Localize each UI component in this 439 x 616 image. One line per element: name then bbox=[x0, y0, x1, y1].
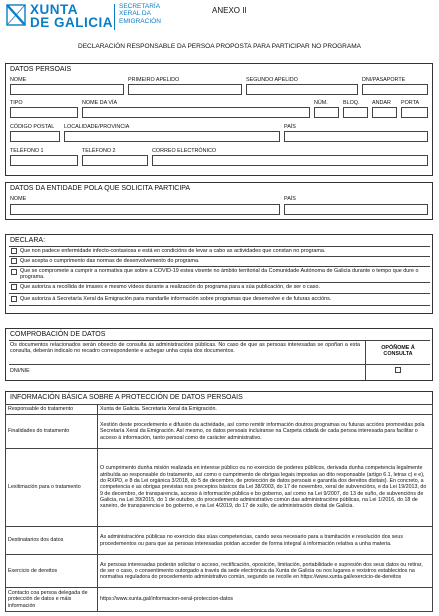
localidade-label: LOCALIDADE/PROVINCIA bbox=[64, 124, 130, 130]
logo-separator bbox=[114, 4, 115, 30]
table-key: Contacto coa persoa delegada de protección de datos e máis información bbox=[6, 588, 98, 612]
declara-checkbox-4[interactable] bbox=[11, 284, 17, 290]
telefono2-label: TELÉFONO 2 bbox=[82, 148, 116, 154]
andar-label: ANDAR bbox=[372, 100, 391, 106]
table-value: Xunta de Galicia. Secretaría Xeral da Emigración. bbox=[98, 405, 433, 415]
telefono2-input[interactable] bbox=[82, 155, 148, 166]
dni-nie-label: DNI/NIE bbox=[10, 368, 30, 374]
codigo-postal-input[interactable] bbox=[10, 131, 60, 142]
num-input[interactable] bbox=[314, 107, 339, 118]
telefono1-input[interactable] bbox=[10, 155, 78, 166]
table-value: https://www.xunta.gal/informacion-xeral-proteccion-datos bbox=[98, 588, 433, 612]
info-section-header bbox=[5, 391, 433, 405]
correo-label: CORREO ELECTRÓNICO bbox=[152, 148, 217, 154]
logo-xunta-text: XUNTA bbox=[30, 2, 78, 17]
nome-via-input[interactable] bbox=[82, 107, 310, 118]
entity-nome-input[interactable] bbox=[10, 204, 280, 215]
bloq-label: BLOQ. bbox=[343, 100, 360, 106]
section-title: DECLARA: bbox=[10, 237, 46, 244]
num-label: NÚM. bbox=[314, 100, 328, 106]
section-title: DATOS PERSOAIS bbox=[10, 66, 72, 73]
declara-checkbox-5[interactable] bbox=[11, 296, 17, 302]
segundo-apelido-label: SEGUNDO APELIDO bbox=[246, 77, 298, 83]
declara-item-2: Que acepta o cumprimento das normas de desenvolvemento do programa. bbox=[20, 258, 200, 264]
declara-item-3: Que se compromete a cumprir a normativa que sobre a COVID-19 estea vixente no ámbito territorial da Comunidade Autónoma de Galicia durante o tempo que dure o programa. bbox=[20, 268, 419, 281]
page-header bbox=[6, 3, 436, 37]
oponse-checkbox[interactable] bbox=[395, 367, 401, 373]
table-row bbox=[6, 555, 433, 588]
tipo-input[interactable] bbox=[10, 107, 78, 118]
declara-item-5: Que autoriza á Secretaría Xeral da Emigración para mandarlle información sobre programas que desenvolve e de futuras accións. bbox=[20, 296, 332, 302]
declara-checkbox-3[interactable] bbox=[11, 269, 17, 275]
entity-pais-label: PAÍS bbox=[284, 196, 296, 202]
nome-label: NOME bbox=[10, 77, 27, 83]
codigo-postal-label: CÓDIGO POSTAL bbox=[10, 124, 55, 130]
telefono1-label: TELÉFONO 1 bbox=[10, 148, 44, 154]
comprobacion-text: Os documentos relacionados serán obxecto de consulta ás administracións públicas. No caso de que as persoas interesadas se opoñan a esta consulta, deberán indicalo no recadro correspondente e achegar unha copia dos documentos. bbox=[10, 342, 360, 355]
table-key: Finalidades do tratamento bbox=[6, 415, 98, 449]
table-key: Exercicio de dereitos bbox=[6, 555, 98, 588]
table-value: As persoas interesadas poderán solicitar o acceso, rectificación, oposición, limitación, portabilidade e supresión dos seus datos ou retirar, de ser o caso, o consentimento outorgado a través da sede electrónica da Xunta de Galicia ou nos lugares e rexistros establecidos na normativa reguladora do procedemento administrativo común, segundo se recolle en https://www.xunta.gal/exercicio-de-dereitos bbox=[98, 555, 433, 588]
table-value: Xestión deste procedemento e difusión da actividade, así como remitir información doutros programas ou futuras accións promovidas pola Secretaría Xeral da Emigración. Así mesmo, os datos persoais incluiranse na Carpeta cidadá de cada persoa interesada para facilitar o acceso á información, tanto persoal como de carácter administrativo. bbox=[98, 415, 433, 449]
annex-label: ANEXO II bbox=[212, 6, 247, 15]
table-row bbox=[6, 588, 433, 612]
declara-checkbox-2[interactable] bbox=[11, 258, 17, 264]
table-row bbox=[6, 449, 433, 527]
table-row bbox=[6, 405, 433, 415]
logo-secretaria-text: SECRETARÍA XERAL DA EMIGRACIÓN bbox=[119, 3, 161, 25]
entity-pais-input[interactable] bbox=[284, 204, 428, 215]
info-table bbox=[5, 404, 433, 612]
document-title: DECLARACIÓN RESPONSABLE DA PERSOA PROPOSTA PARA PARTICIPAR NO PROGRAMA bbox=[78, 43, 361, 50]
porta-label: PORTA bbox=[401, 100, 420, 106]
declara-checkbox-1[interactable] bbox=[11, 248, 17, 254]
declara-item-1: Que non padece enfermidade infecto-contaxiosa e está en condicións de levar a cabo as actividades que constan no programa. bbox=[20, 248, 326, 254]
pais-label: PAÍS bbox=[284, 124, 296, 130]
entity-data-section bbox=[5, 182, 433, 220]
entity-nome-label: NOME bbox=[10, 196, 27, 202]
section-title: DATOS DA ENTIDADE POLA QUE SOLICITA PARTICIPA bbox=[10, 185, 191, 192]
table-row bbox=[6, 415, 433, 449]
table-key: Responsable do tratamento bbox=[6, 405, 98, 415]
table-value: O cumprimento dunha misión realizada en interese público ou no exercicio de poderes públicos, derivada dunha competencia legalmente atribuída ao responsable do tratamento, así como o cumprimento de obrigas legais impostas ao dito responsable (artigo 6.1, letras c) e e), do RXPD, e 8 da Lei orgánica 3/2018, do 5 de decembro, de protección de datos persoais e garantía dos dereitos dixitais). En concreto, a competencia e as obrigas previstas nos preceptos básicos da Lei 38/2003, do 17 de novembro, xeral de subvencións, e da Lei 19/2013, do 9 de decembro, de transparencia, acceso á información pública e bo goberno, así como na Lei 9/2007, do 13 de xuño, de subvencións de Galicia, na Lei 39/2015, do 1 de outubro, do procedemento administrativo común das administracións públicas, na Lei 1/2016, do 18 de xaneiro, de transparencia e bo goberno, e na Lei 4/2019, do 17 de xullo, de administración dixital de Galicia. bbox=[98, 449, 433, 527]
table-key: Lexitimación para o tratamento bbox=[6, 449, 98, 527]
declara-item-4: Que autoriza a recollida de imaxes e mesmo vídeos durante a realización do programa para a súa publicación, de ser o caso. bbox=[20, 284, 320, 290]
dni-label: DNI/PASAPORTE bbox=[362, 77, 406, 83]
segundo-apelido-input[interactable] bbox=[246, 84, 358, 95]
bloq-input[interactable] bbox=[343, 107, 368, 118]
nome-input[interactable] bbox=[10, 84, 124, 95]
tipo-label: TIPO bbox=[10, 100, 23, 106]
andar-input[interactable] bbox=[372, 107, 397, 118]
primeiro-apelido-label: PRIMEIRO APELIDO bbox=[128, 77, 180, 83]
localidade-input[interactable] bbox=[64, 131, 280, 142]
pais-input[interactable] bbox=[284, 131, 428, 142]
correo-input[interactable] bbox=[152, 155, 428, 166]
table-row bbox=[6, 527, 433, 555]
dni-input[interactable] bbox=[362, 84, 428, 95]
nome-via-label: NOME DA VÍA bbox=[82, 100, 118, 106]
oponse-header: OPÓÑOME Á CONSULTA bbox=[381, 345, 415, 358]
logo-galicia-text: DE GALICIA bbox=[30, 15, 114, 30]
xunta-logo-icon bbox=[6, 4, 26, 26]
table-value: As administracións públicas no exercicio das súas competencias, cando sexa necesario para a tramitación e resolución dos seus procedementos ou para que as persoas interesadas poidan acceder de forma integral á información relativa a unha materia. bbox=[98, 527, 433, 555]
section-title: COMPROBACIÓN DE DATOS bbox=[10, 331, 106, 338]
declara-section bbox=[5, 234, 433, 314]
comprobacion-section bbox=[5, 328, 433, 381]
primeiro-apelido-input[interactable] bbox=[128, 84, 242, 95]
section-title: INFORMACIÓN BÁSICA SOBRE A PROTECCIÓN DE DATOS PERSOAIS bbox=[10, 394, 243, 401]
porta-input[interactable] bbox=[401, 107, 428, 118]
table-key: Destinatarios dos datos bbox=[6, 527, 98, 555]
personal-data-section bbox=[5, 63, 433, 176]
